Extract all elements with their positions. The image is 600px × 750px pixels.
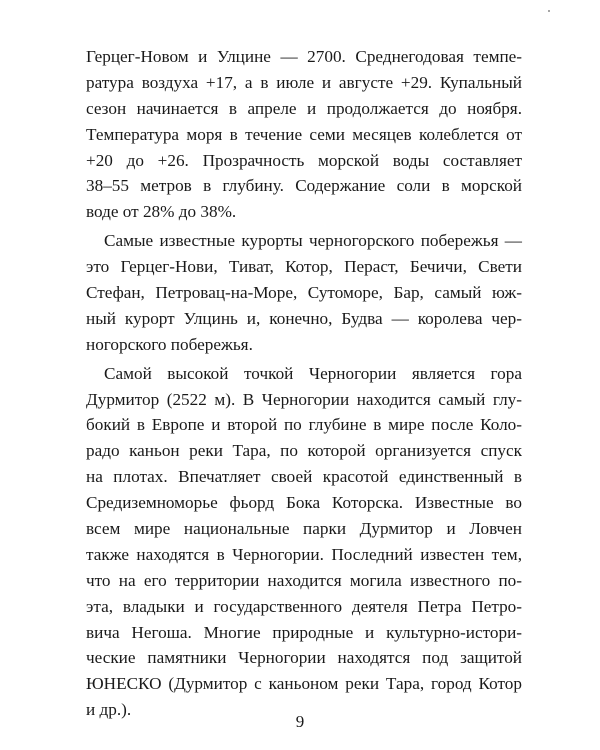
text-line: ногорского побережья.: [86, 334, 253, 354]
text-line: Самой высокой точкой Черногории является гора: [104, 363, 522, 383]
text-line: бокий в Европе и второй по глубине в мире после Коло-: [86, 415, 522, 435]
paragraph: [86, 228, 522, 357]
text-line: ческие памятники Черногории находятся под защитой: [86, 648, 522, 668]
text-line: всем мире национальные парки Дурмитор и Ловчен: [86, 519, 522, 539]
text-line: ный курорт Улцинь и, конечно, Будва — королева чер-: [86, 308, 522, 328]
text-line: это Герцег-Нови, Тиват, Котор, Пераст, Бечичи, Свети: [86, 257, 522, 277]
paragraph: [86, 44, 522, 225]
text-line: Дурмитор (2522 м). В Черногории находится самый глу-: [86, 389, 522, 409]
text-line: ЮНЕСКО (Дурмитор с каньоном реки Тара, город Котор: [86, 674, 522, 694]
text-line: 38–55 метров в глубину. Содержание соли в морской: [86, 176, 522, 196]
text-line: Средиземноморье фьорд Бока Которска. Известные во: [86, 493, 522, 513]
paragraph: [86, 361, 522, 723]
text-line: сезон начинается в апреле и продолжается до ноября.: [86, 98, 522, 118]
text-line: +20 до +26. Прозрачность морской воды составляет: [86, 150, 522, 170]
text-line: Герцег-Новом и Улцине — 2700. Среднегодовая темпе-: [86, 47, 522, 66]
text-line: Стефан, Петровац-на-Море, Сутоморе, Бар, самый юж-: [86, 283, 522, 303]
text-line: эта, владыки и государственного деятеля Петра Петро-: [86, 596, 522, 616]
text-body: [86, 44, 522, 723]
text-line: радо каньон реки Тара, по которой организуется спуск: [86, 441, 522, 461]
text-line: Самые известные курорты черногорского побережья —: [104, 231, 522, 251]
text-line: воде от 28% до 38%.: [86, 202, 237, 222]
text-line: ратура воздуха +17, а в июле и августе +29. Купальный: [86, 72, 522, 92]
text-line: Температура моря в течение семи месяцев колеблется от: [86, 124, 522, 144]
scan-speck: [548, 10, 550, 12]
text-line: и др.).: [86, 700, 132, 720]
page-number: 9: [295, 712, 305, 731]
text-line: что на его территории находится могила известного по-: [86, 570, 522, 590]
text-line: на плотах. Впечатляет своей красотой единственный в: [86, 467, 522, 487]
text-line: вича Негоша. Многие природные и культурно-истори-: [86, 622, 522, 642]
text-line: также находятся в Черногории. Последний известен тем,: [86, 544, 522, 564]
